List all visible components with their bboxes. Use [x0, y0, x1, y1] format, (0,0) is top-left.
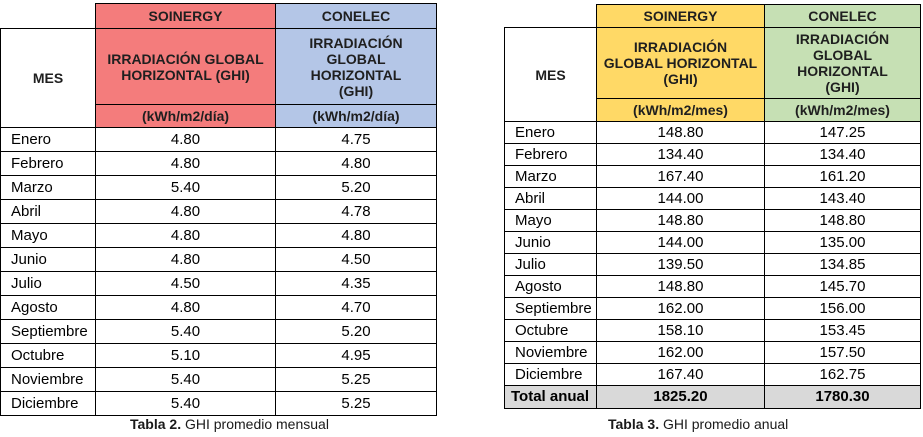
soinergy-value-cell: 158.10	[597, 320, 765, 342]
table-row	[1, 128, 437, 152]
conelec-value-cell: 4.80	[276, 224, 437, 248]
month-cell: Noviembre	[505, 342, 597, 364]
conelec-value-cell: 148.80	[765, 210, 921, 232]
table-row	[505, 210, 921, 232]
conelec-value-cell: 135.00	[765, 232, 921, 254]
table3-caption-label: Tabla 3.	[608, 416, 660, 432]
conelec-variable-header: IRRADIACIÓN GLOBAL HORIZONTAL (GHI)	[276, 29, 437, 105]
month-cell: Marzo	[505, 166, 597, 188]
conelec-value-cell: 143.40	[765, 188, 921, 210]
conelec-value-cell: 4.75	[276, 128, 437, 152]
soinergy-value-cell: 5.40	[96, 392, 276, 416]
month-cell: Agosto	[505, 276, 597, 298]
month-cell: Julio	[1, 272, 96, 296]
month-cell: Enero	[505, 122, 597, 144]
table-row	[1, 176, 437, 200]
soinergy-value-cell: 162.00	[597, 298, 765, 320]
table-row	[1, 272, 437, 296]
conelec-value-cell: 4.78	[276, 200, 437, 224]
conelec-value-cell: 4.80	[276, 152, 437, 176]
month-cell: Octubre	[1, 344, 96, 368]
month-cell: Abril	[505, 188, 597, 210]
soinergy-value-cell: 4.80	[96, 200, 276, 224]
conelec-value-cell: 157.50	[765, 342, 921, 364]
soinergy-value-cell: 148.80	[597, 210, 765, 232]
month-cell: Septiembre	[1, 320, 96, 344]
table-row	[505, 232, 921, 254]
month-cell: Junio	[505, 232, 597, 254]
blank-corner-cell	[1, 4, 96, 29]
table-row	[1, 224, 437, 248]
month-cell: Mayo	[505, 210, 597, 232]
conelec-header: CONELEC	[765, 5, 921, 28]
month-cell: Abril	[1, 200, 96, 224]
month-column-header: MES	[505, 28, 597, 122]
conelec-unit-header: (kWh/m2/mes)	[765, 99, 921, 122]
month-column-header: MES	[1, 29, 96, 128]
table-row	[1, 344, 437, 368]
conelec-value-cell: 147.25	[765, 122, 921, 144]
month-cell: Junio	[1, 248, 96, 272]
soinergy-value-cell: 5.40	[96, 176, 276, 200]
brand-header-row	[1, 4, 437, 29]
conelec-value-cell: 4.35	[276, 272, 437, 296]
table3-caption	[608, 416, 788, 432]
soinergy-value-cell: 4.80	[96, 296, 276, 320]
conelec-header: CONELEC	[276, 4, 437, 29]
month-cell: Noviembre	[1, 368, 96, 392]
conelec-unit-header: (kWh/m2/día)	[276, 105, 437, 128]
soinergy-value-cell: 4.80	[96, 248, 276, 272]
month-cell: Mayo	[1, 224, 96, 248]
table3-total	[505, 386, 921, 409]
table3-data-rows	[505, 122, 921, 386]
table-row	[505, 188, 921, 210]
table-row	[1, 392, 437, 416]
table3-caption-text: GHI promedio anual	[659, 416, 789, 432]
conelec-value-cell: 145.70	[765, 276, 921, 298]
table2-caption	[130, 416, 329, 432]
conelec-value-cell: 5.25	[276, 368, 437, 392]
soinergy-value-cell: 162.00	[597, 342, 765, 364]
soinergy-value-cell: 4.80	[96, 128, 276, 152]
table-row	[505, 254, 921, 276]
table2-data-rows	[1, 128, 437, 416]
conelec-value-cell: 162.75	[765, 364, 921, 386]
variable-header-row	[1, 29, 437, 105]
total-row	[505, 386, 921, 409]
table-row	[1, 368, 437, 392]
conelec-value-cell: 153.45	[765, 320, 921, 342]
soinergy-value-cell: 4.50	[96, 272, 276, 296]
blank-corner-cell	[505, 5, 597, 28]
ghi-monthly-annual-table	[504, 4, 921, 409]
conelec-value-cell: 4.50	[276, 248, 437, 272]
table-row	[1, 320, 437, 344]
conelec-value-cell: 5.25	[276, 392, 437, 416]
conelec-value-cell: 161.20	[765, 166, 921, 188]
month-cell: Enero	[1, 128, 96, 152]
ghi-monthly-daily-table	[0, 3, 437, 416]
soinergy-unit-header: (kWh/m2/mes)	[597, 99, 765, 122]
soinergy-value-cell: 134.40	[597, 144, 765, 166]
total-label: Total anual	[505, 386, 597, 409]
table-row	[505, 320, 921, 342]
table-row	[505, 342, 921, 364]
table2-caption-label: Tabla 2.	[130, 416, 182, 432]
total-conelec-value: 1780.30	[765, 386, 921, 409]
table2-body	[1, 4, 437, 128]
table-row	[505, 122, 921, 144]
soinergy-unit-header: (kWh/m2/día)	[96, 105, 276, 128]
soinergy-header: SOINERGY	[597, 5, 765, 28]
month-cell: Julio	[505, 254, 597, 276]
total-soinergy-value: 1825.20	[597, 386, 765, 409]
table3-body	[505, 5, 921, 122]
conelec-value-cell: 134.85	[765, 254, 921, 276]
soinergy-value-cell: 144.00	[597, 188, 765, 210]
table2-caption-text: GHI promedio mensual	[181, 416, 329, 432]
soinergy-value-cell: 167.40	[597, 364, 765, 386]
month-cell: Diciembre	[505, 364, 597, 386]
table-row	[505, 364, 921, 386]
month-cell: Agosto	[1, 296, 96, 320]
soinergy-variable-header: IRRADIACIÓN GLOBAL HORIZONTAL (GHI)	[597, 28, 765, 99]
table-row	[505, 276, 921, 298]
month-cell: Septiembre	[505, 298, 597, 320]
conelec-value-cell: 5.20	[276, 320, 437, 344]
table-row	[1, 248, 437, 272]
month-cell: Febrero	[505, 144, 597, 166]
conelec-value-cell: 4.70	[276, 296, 437, 320]
table-row	[505, 298, 921, 320]
conelec-variable-header: IRRADIACIÓN GLOBAL HORIZONTAL (GHI)	[765, 28, 921, 99]
month-cell: Diciembre	[1, 392, 96, 416]
conelec-value-cell: 156.00	[765, 298, 921, 320]
soinergy-value-cell: 4.80	[96, 224, 276, 248]
soinergy-value-cell: 148.80	[597, 122, 765, 144]
soinergy-value-cell: 144.00	[597, 232, 765, 254]
soinergy-value-cell: 148.80	[597, 276, 765, 298]
variable-header-row	[505, 28, 921, 99]
table-row	[1, 296, 437, 320]
table-row	[1, 200, 437, 224]
table-row	[1, 152, 437, 176]
soinergy-variable-header: IRRADIACIÓN GLOBAL HORIZONTAL (GHI)	[96, 29, 276, 105]
soinergy-value-cell: 5.10	[96, 344, 276, 368]
conelec-value-cell: 4.95	[276, 344, 437, 368]
month-cell: Febrero	[1, 152, 96, 176]
month-cell: Octubre	[505, 320, 597, 342]
month-cell: Marzo	[1, 176, 96, 200]
soinergy-value-cell: 139.50	[597, 254, 765, 276]
brand-header-row	[505, 5, 921, 28]
soinergy-value-cell: 5.40	[96, 368, 276, 392]
table-row	[505, 166, 921, 188]
soinergy-value-cell: 4.80	[96, 152, 276, 176]
conelec-value-cell: 134.40	[765, 144, 921, 166]
soinergy-header: SOINERGY	[96, 4, 276, 29]
soinergy-value-cell: 167.40	[597, 166, 765, 188]
table-row	[505, 144, 921, 166]
soinergy-value-cell: 5.40	[96, 320, 276, 344]
conelec-value-cell: 5.20	[276, 176, 437, 200]
